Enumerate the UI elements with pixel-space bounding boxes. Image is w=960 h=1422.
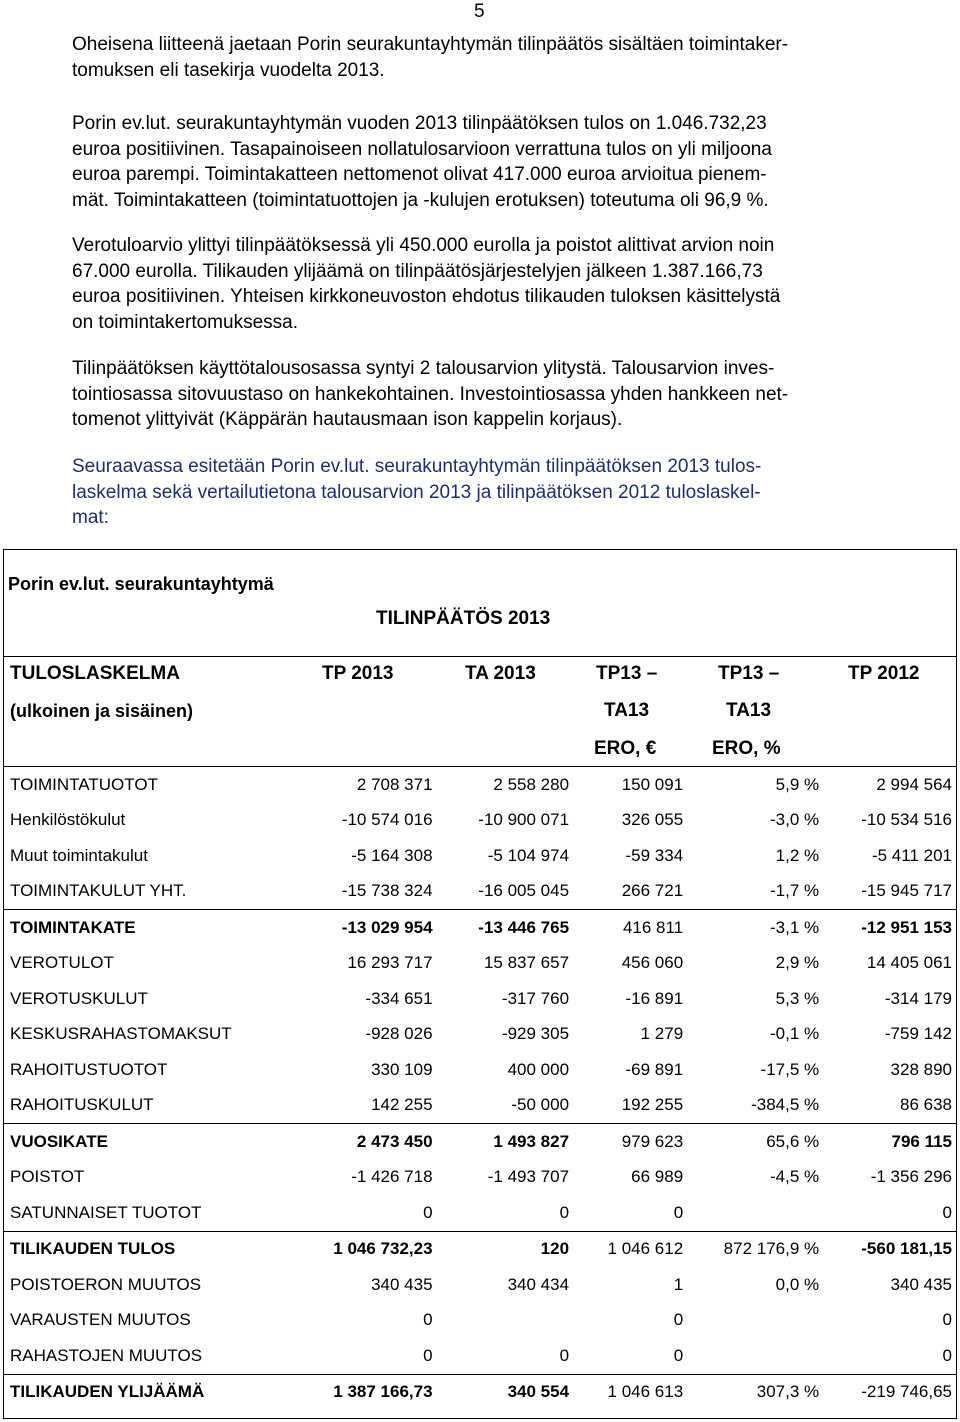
- cell-diff-pct: 65,6 %: [687, 1124, 823, 1160]
- header-divider: [3, 656, 957, 657]
- header-diff-pct-line2: TA13: [726, 700, 772, 721]
- text-line: euroa parempi. Toimintakatteen nettomenot olivat 417.000 euroa arvioitua pienem-: [72, 164, 767, 185]
- text-line: Oheisena liitteenä jaetaan Porin seurakuntayhtymän tilinpäätös sisältäen toimintaker-: [72, 34, 789, 55]
- cell-diff-eur: 456 060: [621, 953, 684, 973]
- intro-paragraph-2: [72, 111, 942, 213]
- table-row: [4, 1338, 956, 1374]
- cell-diff-pct: 872 176,9 %: [687, 1231, 823, 1267]
- cell-diff-pct: -0,1 %: [769, 1024, 820, 1044]
- organization-name: Porin ev.lut. seurakuntayhtymä: [8, 574, 274, 594]
- cell-tp2012: -5 411 201: [871, 845, 952, 865]
- cell-tp2013: -15 738 324: [341, 881, 433, 901]
- cell-diff-eur: 326 055: [621, 810, 684, 830]
- cell-tp2013: -1 426 718: [351, 1167, 433, 1187]
- header-diff-eur-line1: TP13 –: [596, 663, 658, 684]
- cell-diff-eur: 979 623: [573, 1124, 687, 1160]
- cell-tp2012: 0: [942, 1345, 952, 1365]
- header-tp2012: TP 2012: [848, 663, 920, 684]
- cell-diff-pct: 5,9 %: [775, 774, 820, 794]
- cell-diff-eur: 0: [673, 1202, 684, 1222]
- text-line: tomenot ylittyivät (Käppärän hautausmaan ison kappelin korjaus).: [72, 409, 623, 430]
- cell-tp2012: 0: [942, 1202, 952, 1222]
- cell-ta2013: -10 900 071: [478, 810, 570, 830]
- cell-tp2012: -759 142: [884, 1024, 952, 1044]
- cell-tp2012: 0: [942, 1310, 952, 1330]
- cell-diff-pct: -1,7 %: [769, 881, 820, 901]
- text-line: euroa positiivinen. Tasapainoiseen nollatulosarvioon verrattuna tulos on yli miljoona: [72, 138, 772, 160]
- cell-tp2012: -10 534 516: [861, 810, 952, 830]
- cell-tp2012: -314 179: [884, 988, 952, 1008]
- cell-tp2012: -560 181,15: [823, 1231, 956, 1267]
- cell-tp2012: 340 435: [890, 1274, 952, 1294]
- row-label: VARAUSTEN MUUTOS: [10, 1310, 191, 1330]
- row-label: VUOSIKATE: [4, 1124, 300, 1160]
- cell-ta2013: 340 434: [507, 1274, 570, 1294]
- table-row: [4, 981, 956, 1017]
- page-number: 5: [474, 1, 485, 22]
- cell-diff-eur: 192 255: [621, 1095, 684, 1115]
- cell-tp2013: -928 026: [365, 1024, 433, 1044]
- cell-tp2013: 1 387 166,73: [300, 1374, 436, 1410]
- cell-tp2013: 2 708 371: [356, 774, 433, 794]
- cell-diff-pct: [687, 1195, 823, 1231]
- text-line: Verotuloarvio ylittyi tilinpäätöksessä yli 450.000 eurolla ja poistot alittivat arvion noin: [72, 235, 775, 256]
- cell-diff-pct: [687, 1338, 823, 1374]
- cell-tp2013: -334 651: [365, 988, 433, 1008]
- header-tp2013: TP 2013: [322, 663, 394, 684]
- row-label: VEROTULOT: [10, 953, 114, 973]
- cell-tp2013: 340 435: [371, 1274, 433, 1294]
- cell-diff-pct: -3,1 %: [687, 910, 823, 946]
- text-line: tomuksen eli tasekirja vuodelta 2013.: [72, 59, 385, 81]
- cell-diff-eur: 0: [673, 1310, 684, 1330]
- text-line: 67.000 eurolla. Tilikauden ylijäämä on tilinpäätösjärjestelyjen jälkeen 1.387.166,73: [72, 260, 763, 282]
- table-row: [4, 803, 956, 839]
- text-line: tointiosassa sitovuustaso on hankekohtainen. Investointiosassa yhden hankkeen net-: [72, 383, 789, 405]
- cell-tp2013: -10 574 016: [341, 810, 433, 830]
- text-line: Porin ev.lut. seurakuntayhtymän vuoden 2013 tilinpäätöksen tulos on 1.046.732,23: [72, 113, 767, 134]
- header-label-line2: (ulkoinen ja sisäinen): [10, 701, 194, 721]
- cell-ta2013: -1 493 707: [487, 1167, 570, 1187]
- cell-tp2012: 328 890: [890, 1059, 952, 1079]
- cell-ta2013: 400 000: [507, 1059, 570, 1079]
- cell-tp2012: 14 405 061: [866, 953, 952, 973]
- cell-diff-eur: 1 046 612: [573, 1231, 687, 1267]
- row-label: SATUNNAISET TUOTOT: [10, 1202, 202, 1222]
- table-row: [4, 1303, 956, 1339]
- text-line: euroa positiivinen. Yhteisen kirkkoneuvoston ehdotus tilikauden tuloksen käsittelystä: [72, 286, 781, 307]
- cell-tp2012: 86 638: [900, 1095, 952, 1115]
- row-label: VEROTUSKULUT: [10, 988, 148, 1008]
- cell-ta2013: 1 493 827: [437, 1124, 574, 1160]
- table-row: [4, 946, 956, 982]
- row-label: KESKUSRAHASTOMAKSUT: [10, 1024, 232, 1044]
- cell-tp2013: 0: [423, 1310, 433, 1330]
- cell-tp2013: -5 164 308: [351, 845, 433, 865]
- table-row: [4, 1017, 956, 1053]
- cell-ta2013: [437, 1303, 574, 1339]
- income-statement-table: [4, 767, 956, 1410]
- text-line: mat:: [72, 507, 109, 528]
- cell-ta2013: -929 305: [501, 1024, 570, 1044]
- intro-paragraph-1: [72, 32, 942, 83]
- header-diff-eur-line2: TA13: [604, 700, 650, 721]
- header-diff-eur-line3: ERO, €: [594, 738, 657, 759]
- table-row: [4, 1374, 956, 1410]
- cell-diff-eur: 66 989: [631, 1167, 684, 1187]
- cell-tp2013: 0: [423, 1202, 433, 1222]
- intro-paragraph-4: [72, 356, 942, 433]
- cell-diff-pct: [687, 1303, 823, 1339]
- cell-ta2013: 340 554: [437, 1374, 574, 1410]
- row-label: TOIMINTAKATE: [4, 910, 300, 946]
- cell-tp2013: 2 473 450: [300, 1124, 436, 1160]
- cell-tp2012: 2 994 564: [876, 774, 952, 794]
- row-label: Henkilöstökulut: [10, 810, 126, 830]
- cell-diff-eur: -16 891: [625, 988, 684, 1008]
- row-label: POISTOERON MUUTOS: [10, 1274, 202, 1294]
- cell-diff-pct: -17,5 %: [760, 1059, 820, 1079]
- cell-tp2013: 16 293 717: [347, 953, 433, 973]
- cell-ta2013: 0: [559, 1345, 570, 1365]
- cell-ta2013: -50 000: [511, 1095, 570, 1115]
- text-line: laskelma sekä vertailutietona talousarvion 2013 ja tilinpäätöksen 2012 tuloslaskel-: [72, 481, 761, 503]
- table-row: [4, 910, 956, 946]
- row-label: RAHOITUSTUOTOT: [10, 1059, 168, 1079]
- cell-ta2013: 15 837 657: [483, 953, 570, 973]
- cell-tp2012: 796 115: [823, 1124, 956, 1160]
- cell-tp2013: 142 255: [371, 1095, 433, 1115]
- cell-diff-pct: 0,0 %: [775, 1274, 820, 1294]
- cell-diff-pct: -4,5 %: [769, 1167, 820, 1187]
- cell-diff-eur: 266 721: [621, 881, 684, 901]
- cell-ta2013: -5 104 974: [487, 845, 570, 865]
- cell-diff-pct: 307,3 %: [687, 1374, 823, 1410]
- cell-ta2013: -13 446 765: [437, 910, 574, 946]
- row-label: TILIKAUDEN TULOS: [4, 1231, 300, 1267]
- row-label: TOIMINTATUOTOT: [10, 774, 158, 794]
- cell-tp2013: 330 109: [371, 1059, 433, 1079]
- text-line: Seuraavassa esitetään Porin ev.lut. seurakuntayhtymän tilinpäätöksen 2013 tulos-: [72, 456, 762, 477]
- header-diff-pct-line1: TP13 –: [718, 663, 780, 684]
- cell-diff-pct: 1,2 %: [775, 845, 820, 865]
- cell-diff-eur: 1: [673, 1274, 684, 1294]
- cell-diff-eur: 150 091: [621, 774, 684, 794]
- cell-tp2013: 0: [423, 1345, 433, 1365]
- report-title: TILINPÄÄTÖS 2013: [376, 608, 551, 629]
- intro-paragraph-3: [72, 233, 942, 335]
- cell-tp2013: -13 029 954: [300, 910, 436, 946]
- table-row: [4, 1160, 956, 1196]
- cell-tp2012: -12 951 153: [823, 910, 956, 946]
- cell-diff-pct: -3,0 %: [769, 810, 820, 830]
- cell-ta2013: 120: [437, 1231, 574, 1267]
- cell-diff-pct: 5,3 %: [775, 988, 820, 1008]
- row-label: TOIMINTAKULUT YHT.: [10, 881, 187, 901]
- row-label: RAHASTOJEN MUUTOS: [10, 1345, 203, 1365]
- intro-paragraph-5: [72, 454, 942, 531]
- cell-diff-eur: -59 334: [625, 845, 684, 865]
- cell-ta2013: 2 558 280: [493, 774, 570, 794]
- cell-diff-pct: -384,5 %: [751, 1095, 820, 1115]
- table-row: [4, 1195, 956, 1231]
- row-label: RAHOITUSKULUT: [10, 1095, 154, 1115]
- header-label-line1: TULOSLASKELMA: [10, 663, 180, 684]
- header-diff-pct-line3: ERO, %: [712, 738, 781, 759]
- cell-diff-eur: 416 811: [573, 910, 687, 946]
- text-line: Tilinpäätöksen käyttötalousosassa syntyi 2 talousarvion ylitystä. Talousarvion inves-: [72, 358, 775, 379]
- header-ta2013: TA 2013: [465, 663, 536, 684]
- row-label: TILIKAUDEN YLIJÄÄMÄ: [4, 1374, 300, 1410]
- table-row: [4, 874, 956, 910]
- cell-tp2013: 1 046 732,23: [300, 1231, 436, 1267]
- table-row: [4, 767, 956, 803]
- row-label: POISTOT: [10, 1167, 85, 1187]
- table-row: [4, 1124, 956, 1160]
- cell-ta2013: -317 760: [501, 988, 570, 1008]
- cell-tp2012: -1 356 296: [870, 1167, 952, 1187]
- cell-diff-pct: 2,9 %: [775, 953, 820, 973]
- cell-tp2012: -219 746,65: [823, 1374, 956, 1410]
- table-row: [4, 838, 956, 874]
- cell-diff-eur: 1 279: [640, 1024, 684, 1044]
- table-row: [4, 1231, 956, 1267]
- cell-diff-eur: 1 046 613: [573, 1374, 687, 1410]
- cell-tp2012: -15 945 717: [861, 881, 952, 901]
- cell-diff-eur: 0: [673, 1345, 684, 1365]
- row-label: Muut toimintakulut: [10, 845, 148, 865]
- cell-ta2013: 0: [559, 1202, 570, 1222]
- cell-ta2013: -16 005 045: [478, 881, 570, 901]
- text-line: on toimintakertomuksessa.: [72, 311, 298, 333]
- table-row: [4, 1088, 956, 1124]
- cell-diff-eur: -69 891: [625, 1059, 684, 1079]
- table-row: [4, 1052, 956, 1088]
- text-line: mät. Toimintakatteen (toimintatuottojen ja -kulujen erotuksen) toteutuma oli 96,9 %.: [72, 189, 769, 211]
- table-row: [4, 1267, 956, 1303]
